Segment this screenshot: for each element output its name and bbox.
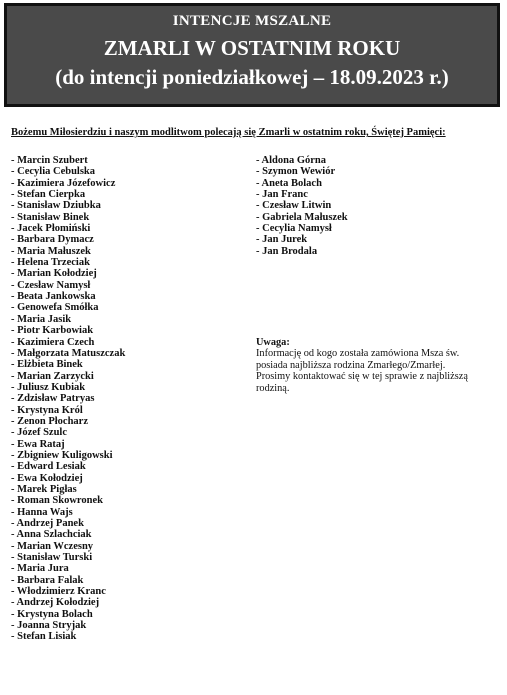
name-item: - Andrzej Panek: [11, 518, 84, 529]
name-item: - Ewa Kołodziej: [11, 472, 83, 484]
name-item: - Maria Jura: [11, 563, 69, 575]
name-item: - Maria Małuszek: [11, 245, 91, 257]
note-title: Uwaga:: [256, 337, 290, 348]
name-item: - Marian Zarzycki: [11, 370, 94, 382]
name-item: - Jan Brodala: [256, 245, 318, 257]
name-item: - Cecylia Cebulska: [11, 166, 95, 178]
name-item: - Roman Skowronek: [11, 495, 103, 507]
name-item: - Barbara Falak: [11, 574, 84, 586]
name-item: - Stanisław Dziubka: [11, 200, 101, 212]
name-item: - Czesław Litwin: [256, 200, 332, 212]
name-item: - Piotr Karbowiak: [11, 325, 94, 337]
note-line: Prosimy kontaktować się w tej sprawie z najbliższą: [256, 371, 468, 383]
name-item: - Andrzej Kołodziej: [11, 597, 100, 609]
name-item: - Stanisław Binek: [11, 211, 90, 223]
name-item: - Jan Jurek: [256, 234, 308, 246]
header-banner: [4, 3, 500, 107]
name-item: - Marek Pigłas: [11, 483, 77, 495]
note-box: [256, 337, 486, 394]
name-item: - Kazimiera Czech: [11, 336, 95, 348]
name-item: - Joanna Stryjak: [11, 620, 87, 632]
name-item: - Marian Wczesny: [11, 540, 94, 552]
name-item: - Maria Jasik: [11, 313, 72, 325]
name-item: - Aneta Bolach: [256, 177, 322, 189]
name-item: - Ewa Rataj: [11, 438, 65, 450]
name-item: - Cecylia Namysł: [256, 223, 332, 235]
note-line: Informację od kogo została zamówiona Msza św.: [256, 348, 460, 360]
name-item: - Marcin Szubert: [11, 155, 88, 166]
name-item: - Elżbieta Binek: [11, 359, 83, 371]
header-line-3: (do intencji poniedziałkowej – 18.09.2023 r.): [55, 65, 449, 89]
name-item: - Genowefa Smółka: [11, 302, 99, 314]
name-item: - Kazimiera Józefowicz: [11, 177, 116, 189]
name-item: - Krystyna Bolach: [11, 608, 93, 620]
name-item: - Helena Trzeciak: [11, 257, 90, 269]
names-list-right: [256, 155, 348, 257]
name-item: - Jacek Płomiński: [11, 223, 91, 235]
note-line: posiada najbliższa rodzina Zmarłego/Zmarłej.: [256, 359, 446, 371]
name-item: - Stanisław Turski: [11, 552, 93, 564]
note-line: rodziną.: [256, 382, 290, 394]
name-item: - Jan Franc: [256, 189, 308, 201]
name-item: - Zbigniew Kuligowski: [11, 449, 113, 461]
header-line-2: ZMARLI W OSTATNIM ROKU: [103, 36, 401, 60]
header-line-1: INTENCJE MSZALNE: [172, 13, 332, 29]
name-item: - Beata Jankowska: [11, 291, 96, 303]
intro-text: Bożemu Miłosierdziu i naszym modlitwom polecają się Zmarli w ostatnim roku, Świętej Pamięci:: [11, 127, 446, 138]
name-item: - Barbara Dymacz: [11, 234, 94, 246]
name-item: - Krystyna Król: [11, 404, 83, 416]
name-item: - Małgorzata Matuszczak: [11, 347, 126, 359]
name-item: - Gabriela Małuszek: [256, 211, 348, 223]
name-item: - Stefan Cierpka: [11, 189, 86, 201]
name-item: - Zdzisław Patryas: [11, 393, 95, 405]
name-item: - Włodzimierz Kranc: [11, 586, 106, 598]
name-item: - Aldona Górna: [256, 155, 327, 166]
name-item: - Czesław Namysł: [11, 279, 91, 291]
name-item: - Stefan Lisiak: [11, 631, 77, 643]
name-item: - Szymon Wewiór: [256, 166, 336, 178]
names-list-left: [11, 155, 125, 643]
name-item: - Edward Lesiak: [11, 461, 86, 473]
name-item: - Juliusz Kubiak: [11, 381, 86, 393]
name-item: - Józef Szulc: [11, 427, 67, 439]
name-item: - Anna Szlachciak: [11, 529, 92, 541]
name-item: - Marian Kołodziej: [11, 268, 97, 280]
name-item: - Zenon Płocharz: [11, 415, 88, 427]
name-item: - Hanna Wajs: [11, 506, 73, 518]
